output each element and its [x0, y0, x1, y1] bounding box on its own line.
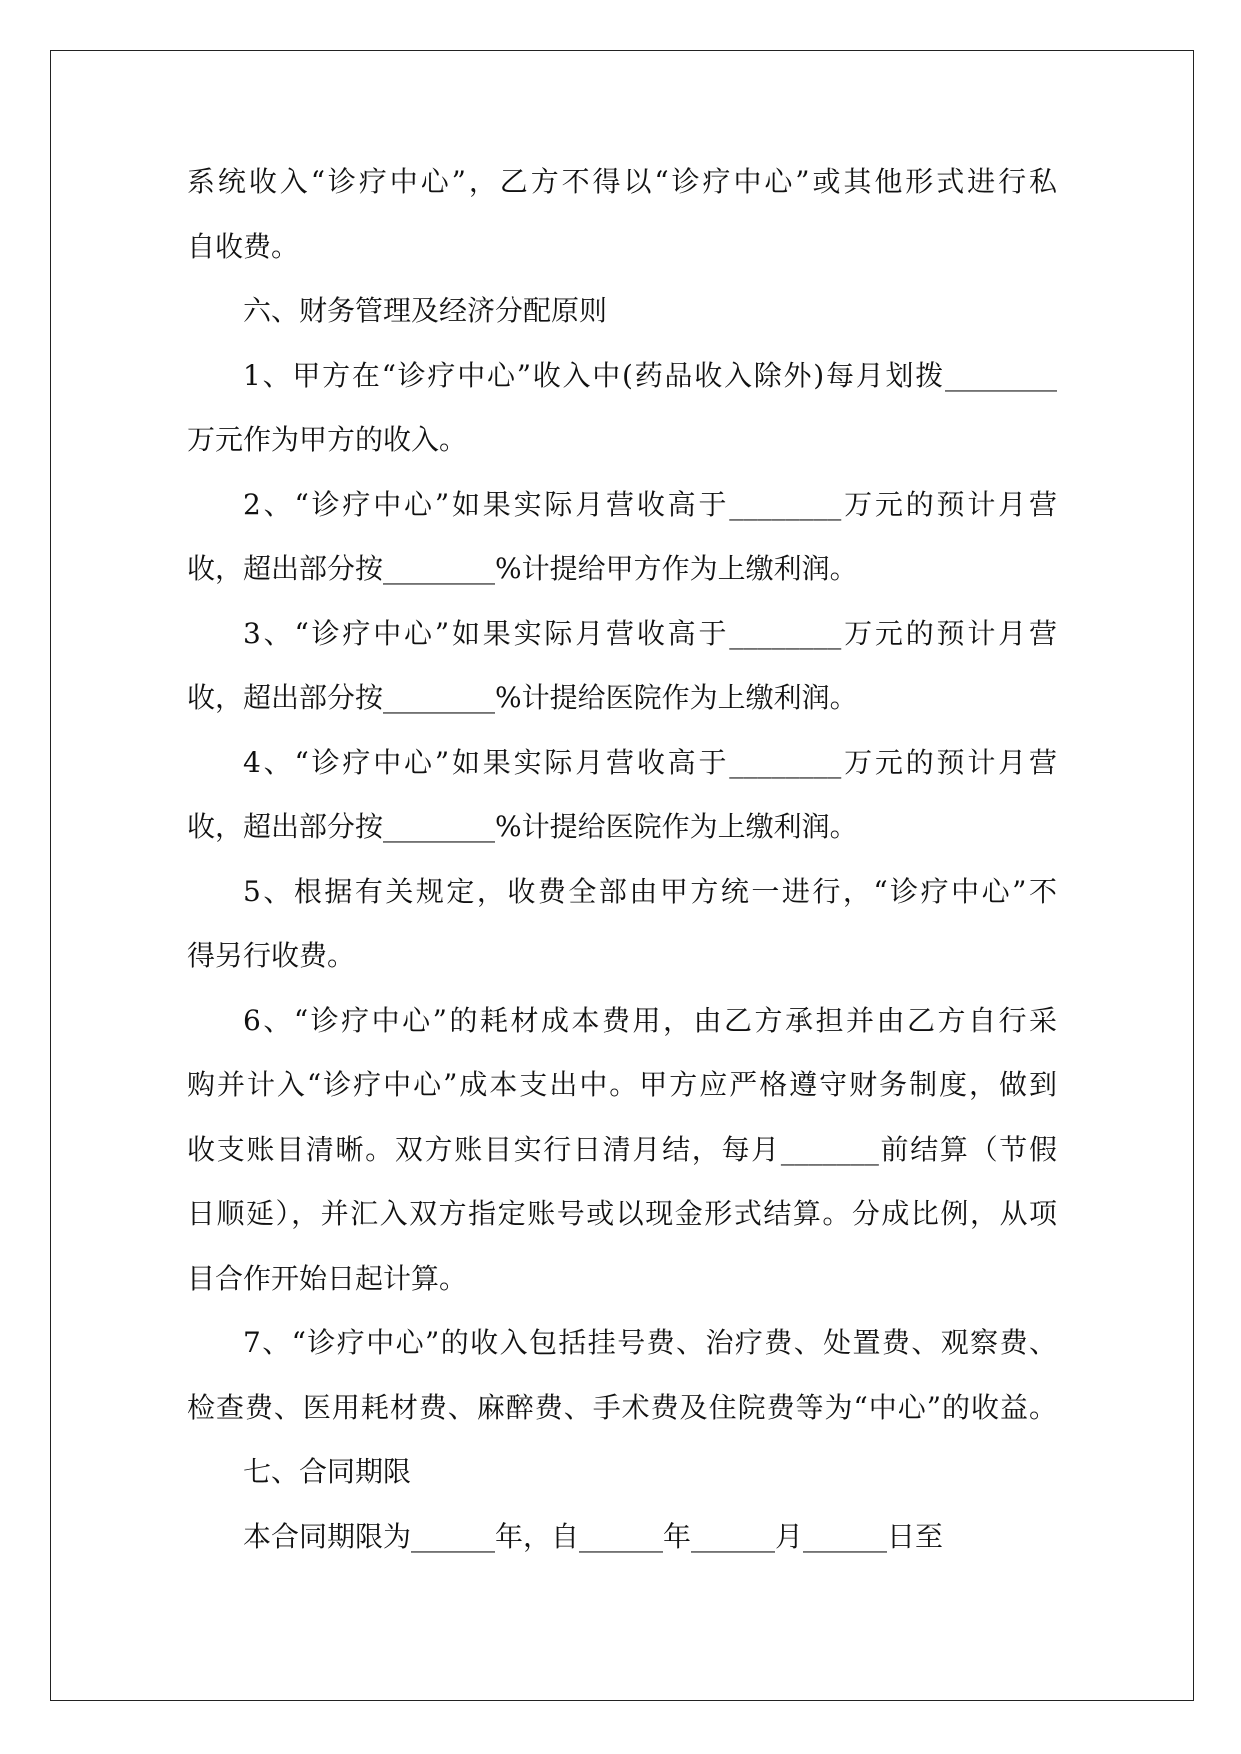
clause-line: 本合同期限为______年，自______年______月______日至 [243, 1519, 944, 1553]
clause-line: 3、“诊疗中心”如果实际月营收高于________万元的预计月营 [243, 616, 1057, 650]
document-body [187, 150, 1057, 1569]
clause-line: 4、“诊疗中心”如果实际月营收高于________万元的预计月营 [243, 745, 1057, 779]
text-line: 目合作开始日起计算。 [187, 1261, 468, 1295]
clause-line: 1、甲方在“诊疗中心”收入中(药品收入除外)每月划拨________ [243, 358, 1057, 392]
text-line: 检查费、医用耗材费、麻醉费、手术费及住院费等为“中心”的收益。 [187, 1390, 1057, 1424]
text-line: 系统收入“诊疗中心”，乙方不得以“诊疗中心”或其他形式进行私 [187, 165, 1057, 198]
text-line: 得另行收费。 [187, 939, 356, 972]
text-line: 收，超出部分按________%计提给医院作为上缴利润。 [187, 810, 858, 843]
section-heading: 六、财务管理及经济分配原则 [243, 294, 608, 327]
text-line: 收，超出部分按________%计提给甲方作为上缴利润。 [187, 552, 858, 585]
text-line: 日顺延），并汇入双方指定账号或以现金形式结算。分成比例，从项 [187, 1197, 1057, 1230]
text-line: 自收费。 [187, 229, 300, 263]
text-line: 万元作为甲方的收入。 [187, 423, 468, 456]
clause-line: 2、“诊疗中心”如果实际月营收高于________万元的预计月营 [243, 487, 1057, 521]
clause-line: 5、根据有关规定，收费全部由甲方统一进行，“诊疗中心”不 [243, 874, 1057, 908]
text-line: 收支账目清晰。双方账目实行日清月结，每月_______前结算（节假 [187, 1132, 1057, 1166]
clause-line: 7、“诊疗中心”的收入包括挂号费、治疗费、处置费、观察费、 [243, 1326, 1057, 1359]
section-heading: 七、合同期限 [243, 1455, 412, 1488]
text-line: 收，超出部分按________%计提给医院作为上缴利润。 [187, 681, 858, 714]
text-line: 购并计入“诊疗中心”成本支出中。甲方应严格遵守财务制度，做到 [187, 1068, 1057, 1101]
clause-line: 6、“诊疗中心”的耗材成本费用，由乙方承担并由乙方自行采 [243, 1003, 1057, 1037]
